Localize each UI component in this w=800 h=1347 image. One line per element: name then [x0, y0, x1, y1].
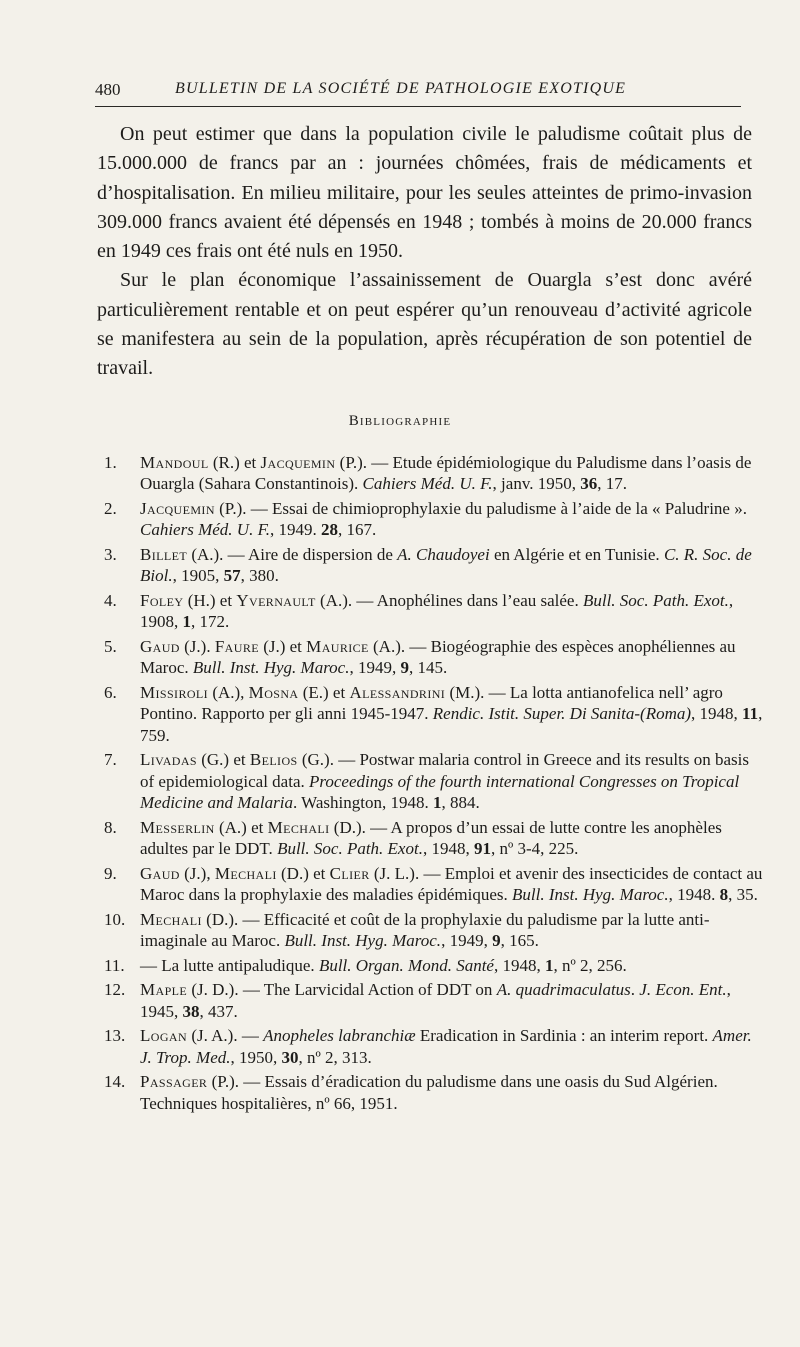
- volume-number: 8: [719, 885, 729, 905]
- entry-number: 5.: [104, 637, 117, 656]
- volume-number: 11: [742, 704, 759, 724]
- citation-text: (P.). — Essais d’éradication du paludisme dans une oasis du Sud Algérien. Techniques hospitalières, nº 66, 1951.: [140, 1072, 718, 1113]
- entry-number: 11.: [104, 955, 125, 975]
- citation-text: , 172.: [191, 612, 230, 632]
- bibliography-entry: [104, 1071, 764, 1114]
- publication-title: C. R. Soc. de Biol.: [140, 545, 752, 586]
- citation-text: (D.). — Efficacité et coût de la prophylaxie du paludisme par la lutte anti-imaginale au Maroc.: [140, 909, 710, 951]
- bibliography-list: [104, 452, 764, 1117]
- body-text: [97, 120, 752, 384]
- author-name: Mechali: [214, 863, 277, 883]
- author-name: Foley: [140, 591, 184, 610]
- citation-text: , 167.: [338, 520, 377, 540]
- bibliography-entry: [104, 636, 764, 679]
- citation-text: .: [630, 980, 640, 1000]
- entry-number: 6.: [104, 683, 117, 702]
- publication-title: Rendic. Istit. Super. Di Sanita-(Roma): [432, 704, 692, 724]
- entry-text: [140, 817, 764, 860]
- publication-title: Cahiers Méd. U. F.: [362, 474, 493, 494]
- citation-text: , 35.: [728, 885, 758, 905]
- citation-text: , 1950,: [230, 1047, 282, 1067]
- header-rule: [95, 106, 741, 107]
- citation-text: (A.) et: [214, 817, 268, 837]
- bibliography-heading: Bibliographie: [348, 413, 452, 429]
- running-header: [95, 80, 750, 108]
- paragraph: Sur le plan économique l’assainissement de Ouargla s’est donc avéré particulièrement rentable et on peut espérer qu’un renouveau d’activité agricole se manifestera au sein de la population, après récupération de son potentiel de travail.: [97, 269, 752, 380]
- citation-text: . Washington, 1948.: [292, 793, 433, 813]
- citation-text: (M.). — La lotta antianofelica nell’ agro Pontino. Rapporto per gli anni 1945-1947.: [140, 683, 723, 724]
- author-name: Clier: [329, 863, 370, 883]
- entry-text: [140, 909, 764, 952]
- entry-number: 12.: [104, 980, 126, 1000]
- author-name: Mandoul: [140, 453, 209, 472]
- volume-number: 1: [544, 955, 554, 975]
- entry-number: 14.: [104, 1072, 126, 1092]
- author-name: Maurice: [306, 637, 369, 656]
- bibliography-entry: [104, 544, 764, 587]
- citation-text: (P.). — Etude épidémiologique du Paludisme dans l’oasis de Ouargla (Sahara Constantinois).: [140, 453, 752, 494]
- publication-title: J. Econ. Ent.: [639, 980, 727, 1000]
- citation-text: , nº 3-4, 225.: [490, 839, 579, 859]
- publication-title: A. quadrimaculatus: [496, 980, 631, 1000]
- bibliography-entry: [104, 452, 764, 495]
- citation-text: (J. D.). — The Larvicidal Action of DDT on: [187, 980, 497, 1000]
- volume-number: 91: [473, 839, 491, 859]
- citation-text: (A.). — Biogéographie des espèces anophéliennes au Maroc.: [140, 637, 736, 678]
- entry-text: [140, 1025, 764, 1068]
- citation-text: , 1948.: [668, 885, 720, 905]
- citation-text: (J.),: [179, 863, 215, 883]
- entry-number: 2.: [104, 499, 117, 518]
- entry-text: [140, 682, 764, 746]
- entry-text: [140, 636, 764, 679]
- citation-text: (R.) et: [208, 453, 261, 472]
- running-title: BULLETIN DE LA SOCIÉTÉ DE PATHOLOGIE EXOTIQUE: [175, 80, 627, 97]
- citation-text: (J.) et: [258, 637, 307, 656]
- publication-title: Cahiers Méd. U. F.: [140, 520, 271, 540]
- bibliography-entry: [104, 749, 764, 813]
- citation-text: (D.). — A propos d’un essai de lutte contre les anophèles adultes par le DDT.: [140, 817, 722, 859]
- bibliography-entry: [104, 682, 764, 746]
- bibliography-entry: [104, 498, 764, 541]
- citation-text: , nº 2, 256.: [553, 955, 627, 975]
- publication-title: Amer. J. Trop. Med.: [140, 1026, 752, 1067]
- author-name: Passager: [140, 1072, 208, 1092]
- citation-text: (A.). — Aire de dispersion de: [187, 545, 398, 564]
- citation-text: (E.) et: [298, 683, 350, 702]
- citation-text: , 1945,: [140, 980, 731, 1021]
- publication-title: Proceedings of the fourth international Congresses on Tropical Medicine and Malaria: [140, 771, 740, 813]
- entry-number: 13.: [104, 1026, 126, 1046]
- author-name: Logan: [140, 1026, 188, 1046]
- citation-text: , 437.: [199, 1001, 238, 1021]
- citation-text: , nº 2, 313.: [298, 1047, 372, 1067]
- bibliography-entry: [104, 1025, 764, 1068]
- entry-text: [140, 749, 764, 813]
- citation-text: (J. L.). — Emploi et avenir des insecticides de contact au Maroc dans la prophylaxie des maladies épidémiques.: [140, 863, 763, 905]
- citation-text: , 380.: [240, 566, 279, 586]
- publication-title: Bull. Organ. Mond. Santé: [318, 955, 494, 975]
- entry-text: [140, 979, 764, 1022]
- citation-text: Eradication in Sardinia : an interim report.: [415, 1026, 713, 1046]
- bibliography-entry: [104, 817, 764, 860]
- paragraph: On peut estimer que dans la population civile le paludisme coûtait plus de 15.000.000 de francs par an : journées chômées, frais de médicaments et d’hospitalisation. En milieu militaire, pour les seules atteintes de primo-invasion 309.000 francs avaient été dépensés en 1948 ; tombés à moins de 20.000 francs en 1949 ces frais ont été nuls en 1950.: [97, 123, 752, 263]
- volume-number: 1: [432, 793, 442, 813]
- citation-text: (A.). — Anophélines dans l’eau salée.: [315, 591, 583, 610]
- publication-title: Bull. Inst. Hyg. Maroc.: [284, 931, 442, 951]
- author-name: Belios: [249, 750, 298, 770]
- publication-title: Bull. Inst. Hyg. Maroc.: [192, 658, 350, 678]
- author-name: Jacquemin: [140, 499, 215, 518]
- citation-text: (J. A.). —: [187, 1026, 264, 1046]
- volume-number: 9: [400, 658, 409, 678]
- citation-text: , 17.: [597, 474, 627, 494]
- volume-number: 57: [223, 566, 241, 586]
- citation-text: en Algérie et en Tunisie.: [489, 545, 664, 564]
- author-name: Messerlin: [140, 817, 215, 837]
- volume-number: 9: [492, 931, 501, 951]
- volume-number: 30: [281, 1047, 299, 1067]
- page-number: 480: [95, 80, 121, 99]
- author-name: Gaud: [140, 637, 180, 656]
- publication-title: Bull. Soc. Path. Exot.: [582, 591, 729, 610]
- bibliography-entry: [104, 909, 764, 952]
- author-name: Alessandrini: [349, 683, 446, 702]
- author-name: Jacquemin: [260, 453, 336, 472]
- publication-title: Bull. Soc. Path. Exot.: [277, 839, 423, 859]
- entry-number: 1.: [104, 453, 117, 472]
- entry-number: 7.: [104, 750, 117, 770]
- author-name: Maple: [140, 980, 188, 1000]
- citation-text: , 884.: [441, 793, 480, 813]
- citation-text: , 1949.: [270, 520, 322, 540]
- citation-text: (G.) et: [196, 750, 250, 770]
- entry-text: [140, 955, 764, 976]
- entry-number: 10.: [104, 909, 126, 929]
- volume-number: 38: [182, 1001, 200, 1021]
- bibliography-entry: [104, 590, 764, 633]
- citation-text: (H.) et: [183, 591, 237, 610]
- publication-title: Anopheles labranchiæ: [263, 1026, 416, 1046]
- citation-text: , 1908,: [140, 591, 734, 632]
- citation-text: , 1948,: [422, 839, 474, 859]
- volume-number: 36: [580, 474, 598, 494]
- author-name: Faure: [214, 637, 259, 656]
- citation-text: (J.).: [179, 637, 215, 656]
- entry-text: [140, 452, 764, 495]
- entry-number: 4.: [104, 591, 117, 610]
- citation-text: , 759.: [140, 704, 763, 745]
- citation-text: , 1948,: [691, 704, 743, 724]
- bibliography-entry: [104, 979, 764, 1022]
- author-name: Missiroli: [140, 683, 209, 702]
- citation-text: (P.). — Essai de chimioprophylaxie du paludisme à l’aide de la « Paludrine ».: [214, 499, 747, 518]
- author-name: Gaud: [140, 863, 180, 883]
- publication-title: Bull. Inst. Hyg. Maroc.: [512, 885, 669, 905]
- citation-text: , 1948,: [493, 955, 545, 975]
- author-name: Mechali: [267, 817, 330, 837]
- bibliography-entry: [104, 955, 764, 976]
- author-name: Mechali: [140, 909, 202, 929]
- author-name: Billet: [140, 545, 188, 564]
- volume-number: 1: [182, 612, 191, 632]
- author-name: Livadas: [140, 750, 197, 770]
- citation-text: , 1949,: [441, 931, 493, 951]
- entry-text: [140, 590, 764, 633]
- author-name: Mosna: [248, 683, 299, 702]
- volume-number: 28: [321, 520, 339, 540]
- entry-number: 9.: [104, 863, 117, 883]
- citation-text: (A.),: [208, 683, 249, 702]
- entry-text: [140, 1071, 764, 1114]
- citation-text: , janv. 1950,: [492, 474, 581, 494]
- entry-number: 3.: [104, 545, 117, 564]
- entry-number: 8.: [104, 817, 117, 837]
- citation-text: , 1949,: [349, 658, 401, 678]
- bibliography-entry: [104, 863, 764, 906]
- author-name: Yvernault: [236, 591, 316, 610]
- publication-title: A. Chaudoyei: [397, 545, 490, 564]
- citation-text: (D.) et: [276, 863, 330, 883]
- entry-text: [140, 498, 764, 541]
- entry-text: [140, 863, 764, 906]
- entry-text: [140, 544, 764, 587]
- citation-text: , 1905,: [172, 566, 224, 586]
- citation-text: — La lutte antipaludique.: [140, 955, 319, 975]
- citation-text: , 145.: [408, 658, 448, 678]
- citation-text: , 165.: [500, 931, 539, 951]
- citation-text: (G.). — Postwar malaria control in Greece and its results on basis of epidemiological data.: [140, 750, 749, 791]
